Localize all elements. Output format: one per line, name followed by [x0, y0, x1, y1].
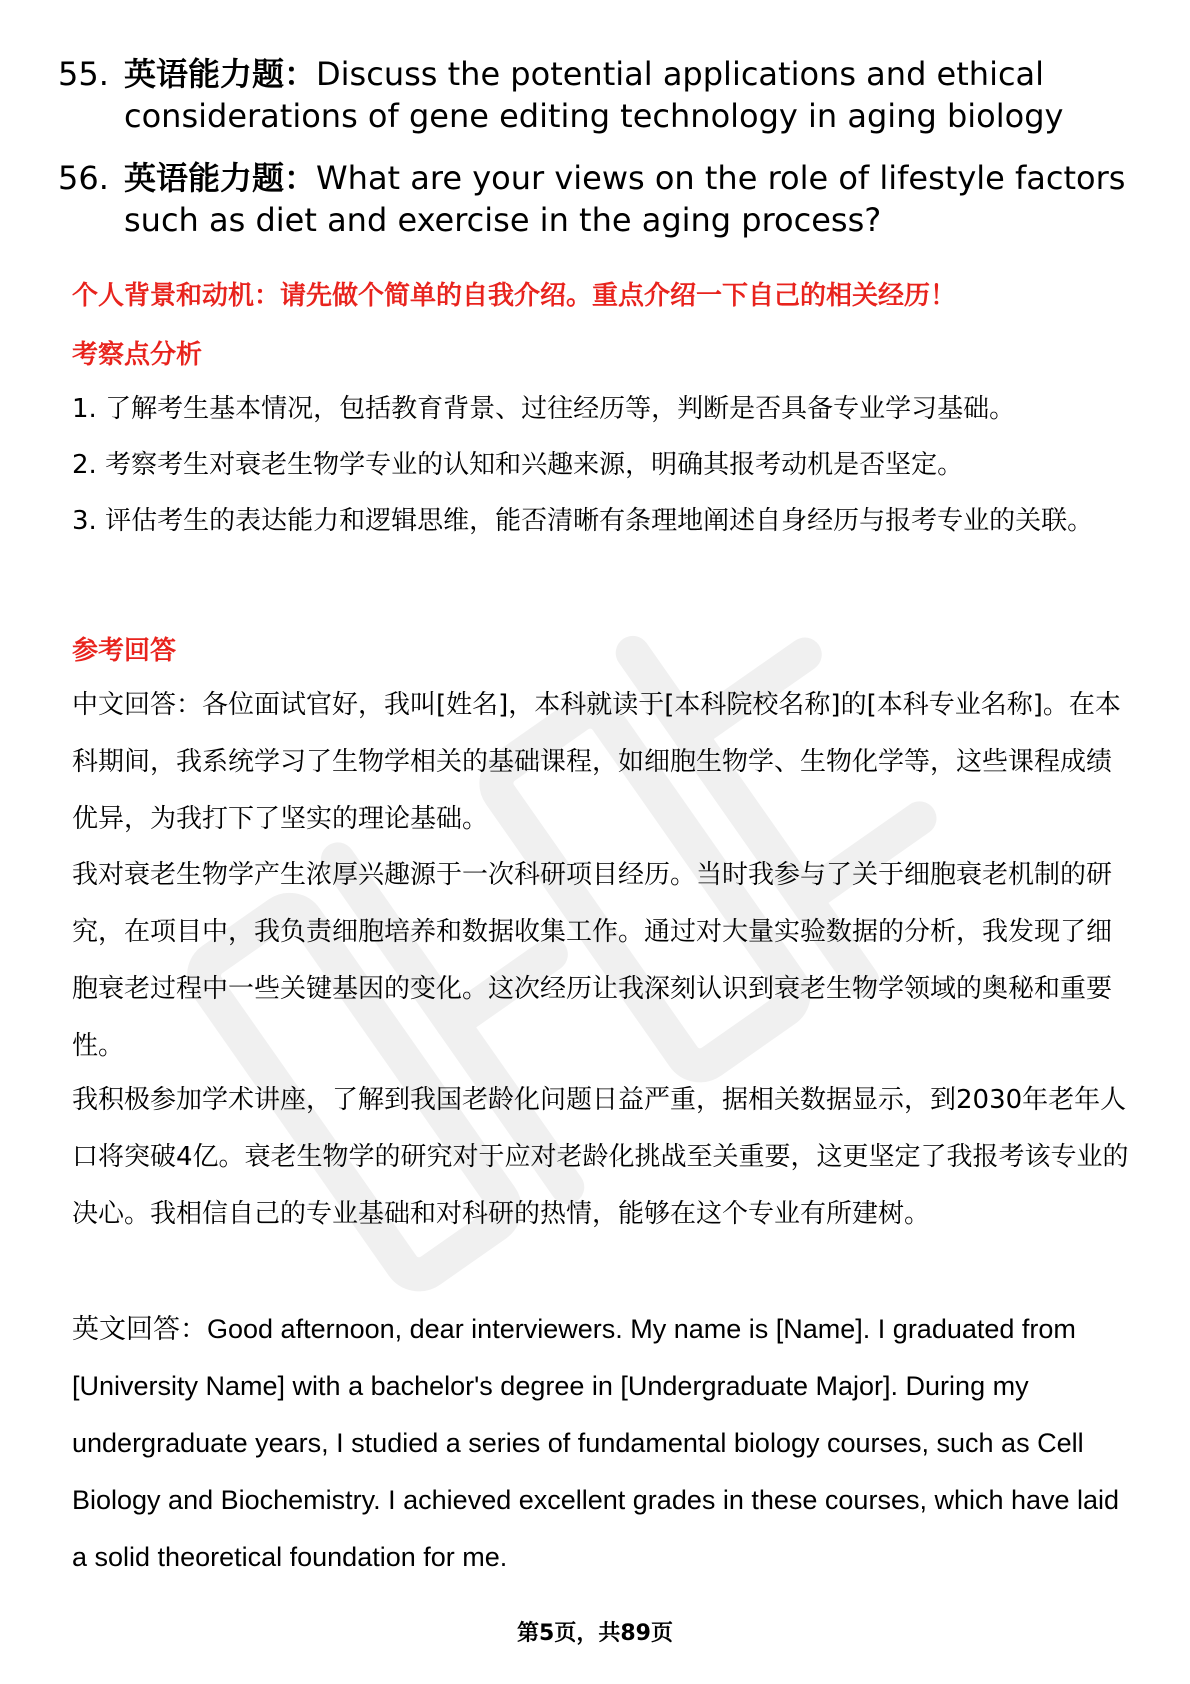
chinese-answer-paragraph: 中文回答：各位面试官好，我叫[姓名]，本科就读于[本科院校名称]的[本科专业名称]。在本科期间，我系统学习了生物学相关的基础课程，如细胞生物学、生物化学等，这些课程成绩优异，为我打下了坚实的理论基础。	[72, 690, 1121, 834]
chinese-answer-paragraph: 我对衰老生物学产生浓厚兴趣源于一次科研项目经历。当时我参与了关于细胞衰老机制的研究，在项目中，我负责细胞培养和数据收集工作。通过对大量实验数据的分析，我发现了细胞衰老过程中一些关键基因的变化。这次经历让我深刻认识到衰老生物学领域的奥秘和重要性。	[72, 860, 1113, 1061]
answer-heading: 参考回答	[72, 636, 177, 666]
question-tag: 英语能力题：	[124, 159, 317, 197]
analysis-point: 3. 评估考生的表达能力和逻辑思维，能否清晰有条理地阐述自身经历与报考专业的关联。	[72, 506, 1094, 536]
question-tag: 英语能力题：	[124, 55, 317, 93]
question-text: Discuss the potential applications and ethical considerations of gene editing technology in aging biology	[124, 55, 1064, 135]
question-56	[58, 157, 1138, 241]
intro-heading: 个人背景和动机：请先做个简单的自我介绍。重点介绍一下自己的相关经历！	[72, 281, 957, 311]
question-55	[58, 53, 1138, 137]
analysis-point: 2. 考察考生对衰老生物学专业的认知和兴趣来源，明确其报考动机是否坚定。	[72, 450, 964, 480]
analysis-point: 1. 了解考生基本情况，包括教育背景、过往经历等，判断是否具备专业学习基础。	[72, 394, 1016, 424]
english-answer-paragraph: 英文回答：Good afternoon, dear interviewers. My name is [Name]. I graduated from [University Name] with a bachelor's degree in [Undergraduate Major]. During my undergraduate years, I studied a series of fundamental biology courses, such as Cell Biology and Biochemistry. I achieved excellent grades in these courses, which have laid a solid theoretical foundation for me.	[72, 1314, 1120, 1572]
question-number: 56.	[58, 159, 109, 197]
analysis-heading: 考察点分析	[72, 340, 203, 370]
question-number: 55.	[58, 55, 109, 93]
question-text: What are your views on the role of lifestyle factors such as diet and exercise in the aging process?	[124, 159, 1126, 239]
page-footer: 第5页，共89页	[517, 1621, 673, 1646]
chinese-answer-paragraph: 我积极参加学术讲座，了解到我国老龄化问题日益严重，据相关数据显示，到2030年老年人口将突破4亿。衰老生物学的研究对于应对老龄化挑战至关重要，这更坚定了我报考该专业的决心。我相信自己的专业基础和对科研的热情，能够在这个专业有所建树。	[72, 1085, 1129, 1229]
